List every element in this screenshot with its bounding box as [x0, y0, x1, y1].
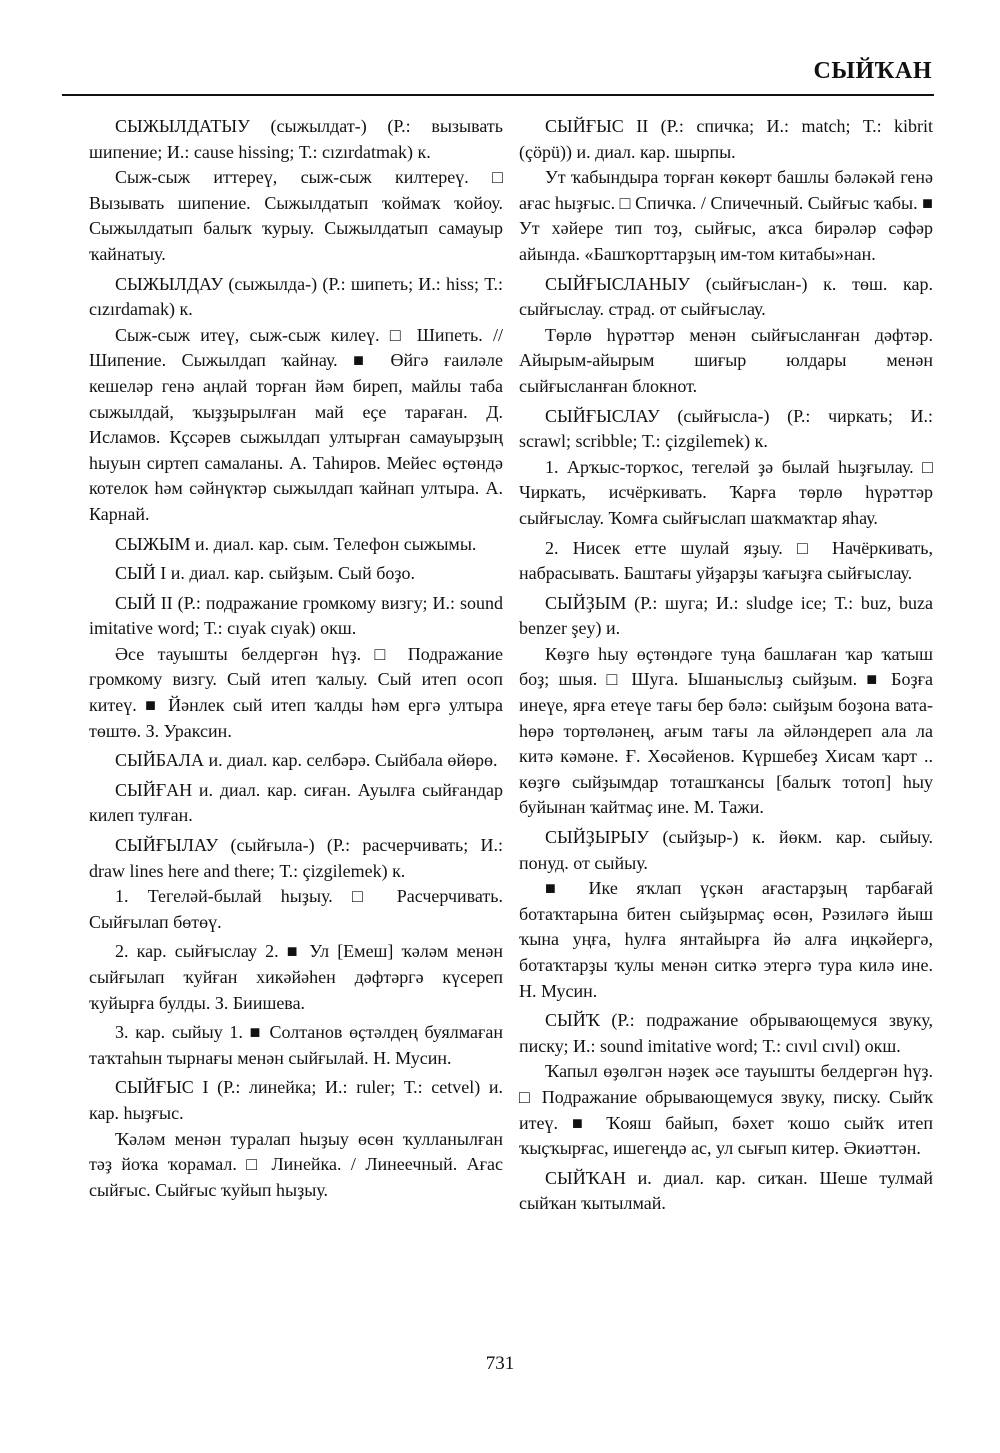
dictionary-entry: [519, 1008, 933, 1162]
dictionary-entry: [89, 1020, 503, 1071]
entry-definition: Әсе тауышты белдергән һүҙ. □ Подражание громкому визгу. Сый итеп ҡалыу. Сый итеп осоп китеү. ■ Йәнлек сый итеп ҡалды һәм ергә ултыра төштө. З. Ураксин.: [89, 643, 503, 741]
entry-headword-line: СЫЙҒЫЛАУ (сыйғыла-) (Р.: расчерчивать; И.: draw lines here and there; Т.: çizgilemek) к.: [89, 835, 503, 881]
page-number: 731: [485, 1353, 515, 1374]
right-column: [519, 114, 933, 1221]
entry-headword-line: СЫЖЫЛДАТЫУ (сыжылдат-) (Р.: вызывать шипение; И.: cause hissing; Т.: cızırdatmak) к.: [89, 116, 503, 162]
entry-headword-line: СЫЖЫМ и. диал. кар. сым. Телефон сыжымы.: [115, 533, 477, 554]
entry-definition: Сыж-сыж итеү, сыж-сыж килеү. □ Шипеть. // Шипение. Сыжылдап ҡайнау. ■ Өйгә ғаиләле кешеләр генә аңлай торған йәм биреп, майлы таба сыжылдай, ҡыҙҙырылған май еҫе тараған. Д. Исламов. Кҫсәрев сыжылдап ултырған самауырҙың һыуын сиртеп самаланы. А. Таһиров. Мейес өҫтөндә котелок һәм сәйнүктәр сыжылдап ҡайнап ултыра. А. Карнай.: [89, 324, 503, 524]
dictionary-entry: [89, 748, 503, 774]
dictionary-entry: [89, 939, 503, 1016]
dictionary-entry: [519, 825, 933, 1004]
entry-headword-line: СЫЙҠ (Р.: подражание обрывающемуся звуку, писку; И.: sound imitative word; Т.: cıvıl cıvıl) окш.: [519, 1010, 933, 1056]
entry-headword-line: СЫЙҒЫСЛАНЫУ (сыйғыслан-) к. төш. кар. сыйғыслау. страд. от сыйғыслау.: [519, 273, 933, 320]
dictionary-entry: [89, 561, 503, 587]
entry-definition: Ҡәләм менән туралап һыҙыу өсөн ҡулланылған тәҙ йоҡа ҡорамал. □ Линейка. / Линеечный. Ағас сыйғыс. Сыйғыс ҡуйып һыҙыу.: [89, 1128, 503, 1200]
entry-headword-line: СЫЙ I и. диал. кар. сыйҙым. Сый боҙо.: [115, 563, 416, 584]
dictionary-entry: [519, 404, 933, 532]
entry-definition: Ҡапыл өҙөлгән нәҙек әсе тауышты белдергән һүҙ. □ Подражание обрывающемуся звуку, писку. Сыйҡ итеү. ■ Ҡояш байып, бәхет ҡошо сыйҡ итеп ҡыҫҡырғас, ишегеңдә ас, ул сығып китер. Әкиәттән.: [519, 1061, 933, 1159]
dictionary-entry: [519, 591, 933, 821]
entry-headword-line: СЫЙҘЫРЫУ (сыйҙыр-) к. йөкм. кар. сыйыу. понуд. от сыйыу.: [519, 827, 933, 873]
entry-definition: Сыж-сыж иттереү, сыж-сыж килтереү. □ Вызывать шипение. Сыжылдатып ҡоймаҡ ҡойоу. Сыжылдатып балыҡ ҡурыу. Сыжылдатып самауыр ҡайнатыу.: [89, 167, 503, 264]
dictionary-entry: [519, 272, 933, 400]
dictionary-entry: [89, 532, 503, 558]
dictionary-entry: [89, 1075, 503, 1203]
entry-headword-line: СЫЙҒЫС II (Р.: спичка; И.: match; Т.: kibrit (çöpü)) и. диал. кар. шырпы.: [519, 116, 933, 162]
dictionary-entry: [89, 778, 503, 829]
entry-definition: 1. Арҡыс-торҡос, тегеләй ҙә былай һыҙғылау. □ Чиркать, исчёркивать. Ҡарға төрлө һүрәттәр сыйғыслау. Ҡомға сыйғыслап шаҡмаҡтар яһау.: [519, 456, 933, 528]
dictionary-entry: [89, 833, 503, 935]
entry-definition: ■ Ике яҡлап үҫкән ағастарҙың тарбағай ботаҡтарына битен сыйҙырмаҫ өсөн, Рәзиләгә йыш ҡына уңға, һулға янтайырға йә алға иңкәйергә, ботаҡтарҙы ҡулы менән ситкә этергә тура килә ине. Н. Мусин.: [519, 878, 933, 1001]
entry-headword-line: СЫЙ II (Р.: подражание громкому визгу; И.: sound imitative word; Т.: cıyak cıyak) окш.: [89, 592, 503, 639]
header-rule: [62, 94, 934, 96]
entry-definition: 3. кар. сыйыу 1. ■ Солтанов өҫтәлдең буялмаған таҡтаһын тырнағы менән сыйғылай. Н. Мусин.: [89, 1022, 503, 1068]
entry-definition: 2. Нисек етте шулай яҙыу. □ Начёркивать, набрасывать. Баштағы уйҙарҙы ҡағыҙға сыйғыслау.: [519, 537, 933, 584]
dictionary-entry: [519, 114, 933, 268]
dictionary-entry: [519, 536, 933, 587]
dictionary-entry: [89, 114, 503, 268]
entry-headword-line: СЫЙҘЫМ (Р.: шуга; И.: sludge ice; Т.: buz, buza benzer şey) и.: [519, 592, 933, 639]
dictionary-entry: [89, 591, 503, 745]
entry-headword-line: СЫЙҒАН и. диал. кар. сиған. Ауылға сыйғандар килеп тулған.: [89, 779, 503, 826]
left-column: [89, 114, 503, 1207]
entry-headword-line: СЫЙҠАН и. диал. кар. сиҡан. Шеше тулмай сыйҡан ҡытылмай.: [519, 1167, 933, 1214]
entry-headword-line: СЫЙБАЛА и. диал. кар. селбәрә. Сыйбала өйөрө.: [115, 750, 498, 771]
entry-headword-line: СЫЙҒЫСЛАУ (сыйғысла-) (Р.: чиркать; И.: scrawl; scribble; Т.: çizgilemek) к.: [519, 405, 933, 452]
entry-headword-line: СЫЖЫЛДАУ (сыжылда-) (Р.: шипеть; И.: hiss; Т.: cızırdamak) к.: [89, 273, 503, 320]
dictionary-entry: [89, 272, 503, 528]
running-head: СЫЙҠАН: [813, 58, 932, 84]
entry-headword-line: СЫЙҒЫС I (Р.: линейка; И.: ruler; Т.: cetvel) и. кар. һыҙғыс.: [89, 1077, 503, 1123]
entry-definition: Төрлө һүрәттәр менән сыйғысланған дәфтәр. Айырым-айырым шиғыр юлдары менән сыйғысланған блокнот.: [519, 324, 933, 396]
entry-definition: 1. Тегеләй-былай һыҙыу. □ Расчерчивать. Сыйғылап бөтөү.: [89, 886, 503, 932]
entry-definition: Ут ҡабындыра торған көкөрт башлы бәләкәй генә ағас һыҙғыс. □ Спичка. / Спичечный. Сыйғыс ҡабы. ■ Ут хәйере тип тоҙ, сыйғыс, аҡса бирәләр сәфәр айында. «Башҡорттарҙың им-том китабы»нан.: [519, 167, 933, 264]
dictionary-entry: [519, 1166, 933, 1217]
entry-definition: Көҙгө һыу өҫтөндәге туңа башлаған ҡар ҡатыш боҙ; шыя. □ Шуга. Ышаныслыҙ сыйҙым. ■ Боҙға инеүе, ярға етеүе тағы бер бәлә: сыйҙым боҙона вата-һөрә тортөләнең, ағым тағы ла әйләндереп ала ла китә кәмәне. Ғ. Хөсәйенов. Күршебеҙ Хисам ҡарт .. көҙгө сыйҙымдар тоташҡансы [балыҡ тотоп] һыу буйынан ҡайтмаҫ ине. М. Тажи.: [519, 643, 933, 818]
entry-definition: 2. кар. сыйғыслау 2. ■ Ул [Емеш] ҡәләм менән сыйғылап ҡуйған хикәйәһен дәфтәргә күсереп ҡуйырға булды. З. Биишева.: [89, 941, 503, 1013]
